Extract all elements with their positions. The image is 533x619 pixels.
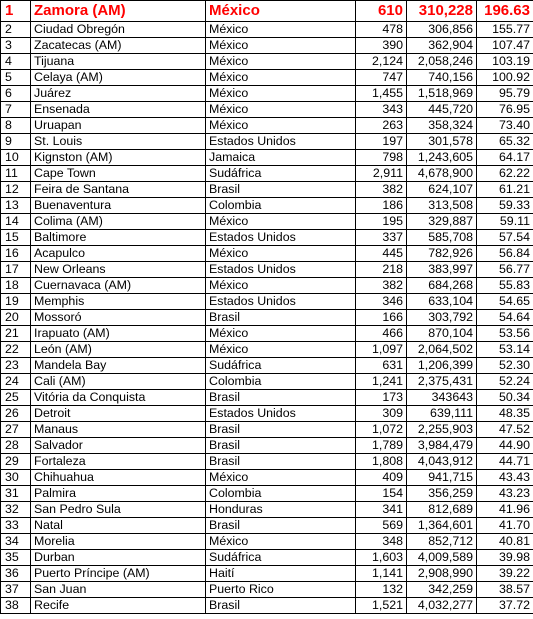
table-row	[1, 134, 533, 150]
population-cell: 639,111	[407, 406, 477, 422]
homicides-cell: 466	[356, 326, 407, 342]
population-cell: 2,064,502	[407, 342, 477, 358]
homicides-cell: 309	[356, 406, 407, 422]
city-cell: Fortaleza	[31, 454, 206, 470]
city-cell: Kignston (AM)	[31, 150, 206, 166]
population-cell: 4,009,589	[407, 550, 477, 566]
rank-cell: 17	[1, 262, 31, 278]
table-row	[1, 422, 533, 438]
country-cell: México	[206, 278, 356, 294]
homicides-cell: 2,124	[356, 54, 407, 70]
city-cell: Mossoró	[31, 310, 206, 326]
country-cell: Colombia	[206, 198, 356, 214]
population-cell: 585,708	[407, 230, 477, 246]
city-cell: San Pedro Sula	[31, 502, 206, 518]
city-cell: Zacatecas (AM)	[31, 38, 206, 54]
population-cell: 383,997	[407, 262, 477, 278]
city-cell: San Juan	[31, 582, 206, 598]
rate-cell: 43.23	[477, 486, 533, 502]
country-cell: Honduras	[206, 502, 356, 518]
city-cell: Durban	[31, 550, 206, 566]
rank-cell: 9	[1, 134, 31, 150]
table-row	[1, 374, 533, 390]
table-row-highlighted	[1, 1, 533, 22]
population-cell: 301,578	[407, 134, 477, 150]
population-cell: 445,720	[407, 102, 477, 118]
population-cell: 1,364,601	[407, 518, 477, 534]
rank-cell: 30	[1, 470, 31, 486]
homicides-cell: 348	[356, 534, 407, 550]
rate-cell: 76.95	[477, 102, 533, 118]
population-cell: 362,904	[407, 38, 477, 54]
rate-cell: 38.57	[477, 582, 533, 598]
city-cell: New Orleans	[31, 262, 206, 278]
rank-cell: 16	[1, 246, 31, 262]
homicides-cell: 747	[356, 70, 407, 86]
rank-cell: 13	[1, 198, 31, 214]
rank-cell: 38	[1, 598, 31, 614]
table-row	[1, 390, 533, 406]
rank-cell: 34	[1, 534, 31, 550]
city-cell: Irapuato (AM)	[31, 326, 206, 342]
rank-cell: 35	[1, 550, 31, 566]
country-cell: Brasil	[206, 182, 356, 198]
rank-cell: 4	[1, 54, 31, 70]
city-cell: Juárez	[31, 86, 206, 102]
country-cell: México	[206, 86, 356, 102]
rank-cell: 37	[1, 582, 31, 598]
rate-cell: 48.35	[477, 406, 533, 422]
homicides-cell: 445	[356, 246, 407, 262]
city-cell: Detroit	[31, 406, 206, 422]
homicides-cell: 186	[356, 198, 407, 214]
rank-cell: 23	[1, 358, 31, 374]
homicides-cell: 154	[356, 486, 407, 502]
country-cell: México	[206, 22, 356, 38]
rank-cell: 19	[1, 294, 31, 310]
city-cell: Manaus	[31, 422, 206, 438]
population-cell: 1,206,399	[407, 358, 477, 374]
table-row	[1, 470, 533, 486]
population-cell: 2,908,990	[407, 566, 477, 582]
homicides-cell: 1,521	[356, 598, 407, 614]
country-cell: Jamaica	[206, 150, 356, 166]
table-row	[1, 246, 533, 262]
rank-cell: 29	[1, 454, 31, 470]
country-cell: Estados Unidos	[206, 134, 356, 150]
city-cell: Ensenada	[31, 102, 206, 118]
city-cell: Ciudad Obregón	[31, 22, 206, 38]
table-row	[1, 406, 533, 422]
rank-cell: 27	[1, 422, 31, 438]
country-cell: Estados Unidos	[206, 294, 356, 310]
table-row	[1, 326, 533, 342]
city-cell: Acapulco	[31, 246, 206, 262]
rate-cell: 65.32	[477, 134, 533, 150]
city-cell: Cape Town	[31, 166, 206, 182]
population-cell: 4,032,277	[407, 598, 477, 614]
rate-cell: 50.34	[477, 390, 533, 406]
country-cell: Brasil	[206, 438, 356, 454]
table-row	[1, 22, 533, 38]
homicides-cell: 478	[356, 22, 407, 38]
homicides-cell: 218	[356, 262, 407, 278]
country-cell: México	[206, 38, 356, 54]
rate-cell: 155.77	[477, 22, 533, 38]
homicides-cell: 631	[356, 358, 407, 374]
table-row	[1, 150, 533, 166]
rank-cell: 10	[1, 150, 31, 166]
rate-cell: 100.92	[477, 70, 533, 86]
city-cell: Baltimore	[31, 230, 206, 246]
table-row	[1, 118, 533, 134]
rate-cell: 59.11	[477, 214, 533, 230]
rate-cell: 56.77	[477, 262, 533, 278]
homicides-cell: 337	[356, 230, 407, 246]
population-cell: 313,508	[407, 198, 477, 214]
city-cell: Tijuana	[31, 54, 206, 70]
city-cell: Zamora (AM)	[31, 1, 206, 22]
rank-cell: 14	[1, 214, 31, 230]
table-row	[1, 486, 533, 502]
homicides-cell: 132	[356, 582, 407, 598]
rate-cell: 41.70	[477, 518, 533, 534]
table-row	[1, 534, 533, 550]
population-cell: 1,243,605	[407, 150, 477, 166]
country-cell: México	[206, 102, 356, 118]
rank-cell: 12	[1, 182, 31, 198]
city-cell: Palmira	[31, 486, 206, 502]
rank-cell: 1	[1, 1, 31, 22]
population-cell: 3,984,479	[407, 438, 477, 454]
country-cell: Puerto Rico	[206, 582, 356, 598]
table-row	[1, 86, 533, 102]
homicides-cell: 1,097	[356, 342, 407, 358]
rate-cell: 53.14	[477, 342, 533, 358]
city-cell: Buenaventura	[31, 198, 206, 214]
city-cell: Cali (AM)	[31, 374, 206, 390]
homicides-cell: 409	[356, 470, 407, 486]
country-cell: México	[206, 342, 356, 358]
city-cell: Puerto Príncipe (AM)	[31, 566, 206, 582]
table-row	[1, 54, 533, 70]
rank-cell: 22	[1, 342, 31, 358]
country-cell: México	[206, 214, 356, 230]
country-cell: Brasil	[206, 454, 356, 470]
city-cell: Celaya (AM)	[31, 70, 206, 86]
table-row	[1, 582, 533, 598]
rate-cell: 52.24	[477, 374, 533, 390]
homicides-cell: 2,911	[356, 166, 407, 182]
table-row	[1, 38, 533, 54]
population-cell: 342,259	[407, 582, 477, 598]
homicides-cell: 382	[356, 278, 407, 294]
rank-cell: 7	[1, 102, 31, 118]
rank-cell: 33	[1, 518, 31, 534]
rate-cell: 54.64	[477, 310, 533, 326]
city-cell: Recife	[31, 598, 206, 614]
rate-cell: 41.96	[477, 502, 533, 518]
population-cell: 2,375,431	[407, 374, 477, 390]
population-cell: 941,715	[407, 470, 477, 486]
table-row	[1, 102, 533, 118]
population-cell: 358,324	[407, 118, 477, 134]
city-cell: St. Louis	[31, 134, 206, 150]
rate-cell: 47.52	[477, 422, 533, 438]
rank-cell: 24	[1, 374, 31, 390]
country-cell: México	[206, 1, 356, 22]
homicides-cell: 195	[356, 214, 407, 230]
country-cell: Haití	[206, 566, 356, 582]
country-cell: México	[206, 54, 356, 70]
population-cell: 329,887	[407, 214, 477, 230]
homicides-cell: 341	[356, 502, 407, 518]
homicides-cell: 569	[356, 518, 407, 534]
rank-cell: 3	[1, 38, 31, 54]
rank-cell: 5	[1, 70, 31, 86]
homicides-cell: 166	[356, 310, 407, 326]
country-cell: México	[206, 470, 356, 486]
rate-cell: 57.54	[477, 230, 533, 246]
city-cell: Colima (AM)	[31, 214, 206, 230]
homicides-cell: 263	[356, 118, 407, 134]
rank-cell: 36	[1, 566, 31, 582]
rate-cell: 55.83	[477, 278, 533, 294]
country-cell: México	[206, 326, 356, 342]
population-cell: 4,043,912	[407, 454, 477, 470]
rate-cell: 54.65	[477, 294, 533, 310]
table-row	[1, 310, 533, 326]
country-cell: Brasil	[206, 310, 356, 326]
homicides-cell: 173	[356, 390, 407, 406]
homicides-cell: 1,603	[356, 550, 407, 566]
homicides-cell: 1,808	[356, 454, 407, 470]
rate-cell: 44.90	[477, 438, 533, 454]
table-row	[1, 214, 533, 230]
rate-cell: 40.81	[477, 534, 533, 550]
table-row	[1, 518, 533, 534]
rate-cell: 61.21	[477, 182, 533, 198]
country-cell: Sudáfrica	[206, 166, 356, 182]
table-row	[1, 70, 533, 86]
country-cell: México	[206, 70, 356, 86]
population-cell: 740,156	[407, 70, 477, 86]
homicides-cell: 197	[356, 134, 407, 150]
population-cell: 782,926	[407, 246, 477, 262]
country-cell: Sudáfrica	[206, 358, 356, 374]
country-cell: Brasil	[206, 422, 356, 438]
population-cell: 812,689	[407, 502, 477, 518]
population-cell: 852,712	[407, 534, 477, 550]
city-cell: León (AM)	[31, 342, 206, 358]
population-cell: 2,255,903	[407, 422, 477, 438]
rate-cell: 39.98	[477, 550, 533, 566]
country-cell: Estados Unidos	[206, 230, 356, 246]
rate-cell: 64.17	[477, 150, 533, 166]
rank-cell: 11	[1, 166, 31, 182]
population-cell: 356,259	[407, 486, 477, 502]
homicides-cell: 1,141	[356, 566, 407, 582]
city-cell: Cuernavaca (AM)	[31, 278, 206, 294]
population-cell: 343643	[407, 390, 477, 406]
rank-cell: 8	[1, 118, 31, 134]
population-cell: 2,058,246	[407, 54, 477, 70]
city-cell: Chihuahua	[31, 470, 206, 486]
table-row	[1, 550, 533, 566]
country-cell: México	[206, 246, 356, 262]
table-body	[1, 1, 533, 614]
rank-cell: 15	[1, 230, 31, 246]
table-row	[1, 166, 533, 182]
rank-cell: 28	[1, 438, 31, 454]
homicides-cell: 1,241	[356, 374, 407, 390]
homicides-cell: 343	[356, 102, 407, 118]
rank-cell: 2	[1, 22, 31, 38]
rate-cell: 103.19	[477, 54, 533, 70]
rate-cell: 52.30	[477, 358, 533, 374]
rate-cell: 56.84	[477, 246, 533, 262]
city-cell: Uruapan	[31, 118, 206, 134]
rate-cell: 59.33	[477, 198, 533, 214]
rank-cell: 18	[1, 278, 31, 294]
country-cell: Estados Unidos	[206, 262, 356, 278]
population-cell: 303,792	[407, 310, 477, 326]
rank-cell: 20	[1, 310, 31, 326]
country-cell: México	[206, 118, 356, 134]
country-cell: Brasil	[206, 518, 356, 534]
country-cell: Sudáfrica	[206, 550, 356, 566]
homicides-cell: 346	[356, 294, 407, 310]
table-row	[1, 502, 533, 518]
rate-cell: 44.71	[477, 454, 533, 470]
table-row	[1, 294, 533, 310]
population-cell: 1,518,969	[407, 86, 477, 102]
table-row	[1, 358, 533, 374]
rate-cell: 73.40	[477, 118, 533, 134]
homicides-cell: 1,789	[356, 438, 407, 454]
homicides-cell: 1,455	[356, 86, 407, 102]
city-cell: Salvador	[31, 438, 206, 454]
rate-cell: 43.43	[477, 470, 533, 486]
rate-cell: 53.56	[477, 326, 533, 342]
rank-cell: 25	[1, 390, 31, 406]
city-cell: Feira de Santana	[31, 182, 206, 198]
population-cell: 684,268	[407, 278, 477, 294]
country-cell: Colombia	[206, 486, 356, 502]
city-cell: Mandela Bay	[31, 358, 206, 374]
rate-cell: 95.79	[477, 86, 533, 102]
country-cell: México	[206, 534, 356, 550]
table-row	[1, 262, 533, 278]
city-cell: Natal	[31, 518, 206, 534]
rate-cell: 39.22	[477, 566, 533, 582]
population-cell: 310,228	[407, 1, 477, 22]
table-row	[1, 342, 533, 358]
country-cell: Brasil	[206, 598, 356, 614]
table-row	[1, 566, 533, 582]
homicides-cell: 1,072	[356, 422, 407, 438]
table-row	[1, 598, 533, 614]
rate-cell: 196.63	[477, 1, 533, 22]
rank-cell: 31	[1, 486, 31, 502]
homicides-cell: 798	[356, 150, 407, 166]
country-cell: Estados Unidos	[206, 406, 356, 422]
table-row	[1, 182, 533, 198]
rank-cell: 26	[1, 406, 31, 422]
table-row	[1, 230, 533, 246]
country-cell: Colombia	[206, 374, 356, 390]
table-row	[1, 438, 533, 454]
rate-cell: 62.22	[477, 166, 533, 182]
homicides-cell: 382	[356, 182, 407, 198]
homicides-cell: 390	[356, 38, 407, 54]
rate-cell: 107.47	[477, 38, 533, 54]
country-cell: Brasil	[206, 390, 356, 406]
population-cell: 633,104	[407, 294, 477, 310]
population-cell: 870,104	[407, 326, 477, 342]
population-cell: 306,856	[407, 22, 477, 38]
city-cell: Memphis	[31, 294, 206, 310]
population-cell: 624,107	[407, 182, 477, 198]
rate-cell: 37.72	[477, 598, 533, 614]
rank-cell: 32	[1, 502, 31, 518]
table-row	[1, 198, 533, 214]
table-row	[1, 454, 533, 470]
population-cell: 4,678,900	[407, 166, 477, 182]
city-cell: Morelia	[31, 534, 206, 550]
city-cell: Vitória da Conquista	[31, 390, 206, 406]
homicides-cell: 610	[356, 1, 407, 22]
rank-cell: 21	[1, 326, 31, 342]
rank-cell: 6	[1, 86, 31, 102]
table-row	[1, 278, 533, 294]
